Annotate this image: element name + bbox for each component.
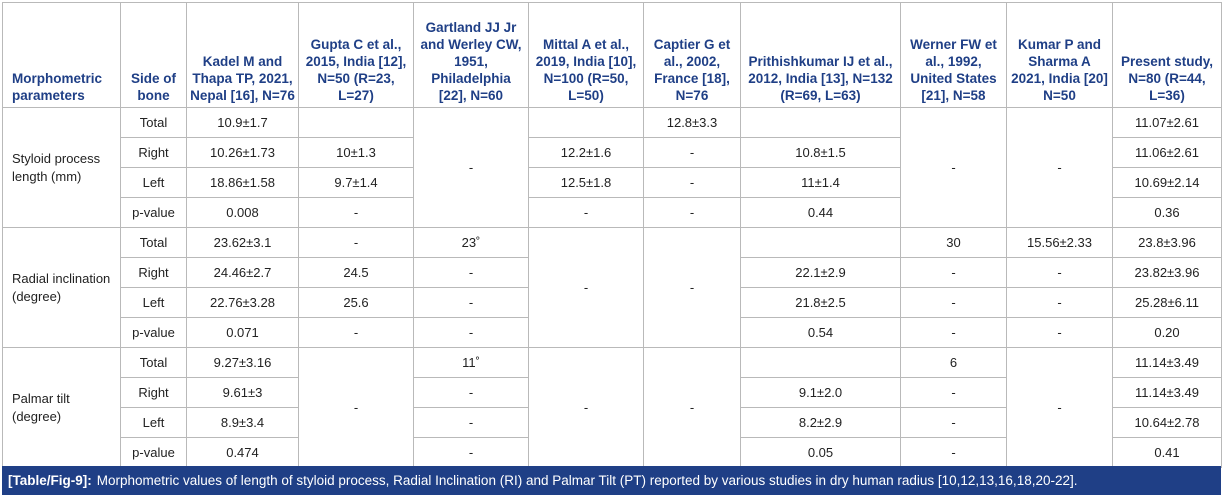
gupta-cell: 10±1.3 xyxy=(299,138,414,168)
prith-cell: 8.2±2.9 xyxy=(741,408,901,438)
gupta-cell: - xyxy=(299,348,414,468)
mittal-cell: - xyxy=(529,198,644,228)
gupta-cell xyxy=(299,108,414,138)
present-cell: 0.36 xyxy=(1113,198,1222,228)
header-captier: Captier G et al., 2002, France [18], N=76 xyxy=(644,3,741,108)
werner-cell: - xyxy=(901,438,1007,468)
prith-cell: 0.05 xyxy=(741,438,901,468)
kadel-cell: 0.008 xyxy=(187,198,299,228)
gupta-cell: 24.5 xyxy=(299,258,414,288)
werner-cell: - xyxy=(901,378,1007,408)
werner-cell: 6 xyxy=(901,348,1007,378)
header-kadel: Kadel M and Thapa TP, 2021, Nepal [16], N=76 xyxy=(187,3,299,108)
kadel-cell: 10.9±1.7 xyxy=(187,108,299,138)
captier-cell: - xyxy=(644,198,741,228)
captier-cell: - xyxy=(644,168,741,198)
gartland-cell: - xyxy=(414,288,529,318)
mittal-cell: 12.2±1.6 xyxy=(529,138,644,168)
mittal-cell: - xyxy=(529,348,644,468)
prith-cell: 0.54 xyxy=(741,318,901,348)
gupta-cell: - xyxy=(299,198,414,228)
side-cell: p-value xyxy=(121,438,187,468)
kadel-cell: 23.62±3.1 xyxy=(187,228,299,258)
gartland-cell: - xyxy=(414,108,529,228)
werner-cell: - xyxy=(901,108,1007,228)
morphometric-table xyxy=(2,2,1222,468)
werner-cell: - xyxy=(901,408,1007,438)
present-cell: 11.06±2.61 xyxy=(1113,138,1222,168)
captier-cell: - xyxy=(644,228,741,348)
kadel-cell: 0.474 xyxy=(187,438,299,468)
gartland-cell: - xyxy=(414,408,529,438)
gartland-cell: - xyxy=(414,438,529,468)
gupta-cell: - xyxy=(299,318,414,348)
prith-cell: 10.8±1.5 xyxy=(741,138,901,168)
present-cell: 23.82±3.96 xyxy=(1113,258,1222,288)
header-gartland: Gartland JJ Jr and Werley CW, 1951, Philadelphia [22], N=60 xyxy=(414,3,529,108)
header-gupta: Gupta C et al., 2015, India [12], N=50 (R=23, L=27) xyxy=(299,3,414,108)
side-cell: Left xyxy=(121,408,187,438)
gupta-cell: 25.6 xyxy=(299,288,414,318)
header-werner: Werner FW et al., 1992, United States [21], N=58 xyxy=(901,3,1007,108)
table-row xyxy=(3,348,1222,378)
side-cell: Left xyxy=(121,168,187,198)
header-side: Side of bone xyxy=(121,3,187,108)
gartland-cell: - xyxy=(414,258,529,288)
present-cell: 11.14±3.49 xyxy=(1113,378,1222,408)
kadel-cell: 9.61±3 xyxy=(187,378,299,408)
param-styloid: Styloid process length (mm) xyxy=(3,108,121,228)
present-cell: 0.20 xyxy=(1113,318,1222,348)
prith-cell: 22.1±2.9 xyxy=(741,258,901,288)
mittal-cell: - xyxy=(529,228,644,348)
present-cell: 23.8±3.96 xyxy=(1113,228,1222,258)
prith-cell: 11±1.4 xyxy=(741,168,901,198)
gartland-cell: 11˚ xyxy=(414,348,529,378)
table-caption xyxy=(2,466,1221,495)
present-cell: 0.41 xyxy=(1113,438,1222,468)
present-cell: 11.14±3.49 xyxy=(1113,348,1222,378)
mittal-cell xyxy=(529,108,644,138)
param-palmar: Palmar tilt (degree) xyxy=(3,348,121,468)
present-cell: 10.64±2.78 xyxy=(1113,408,1222,438)
caption-tag: [Table/Fig-9]: xyxy=(8,473,92,488)
prith-cell xyxy=(741,108,901,138)
prith-cell xyxy=(741,348,901,378)
header-present: Present study, N=80 (R=44, L=36) xyxy=(1113,3,1222,108)
header-row xyxy=(3,3,1222,108)
side-cell: Total xyxy=(121,228,187,258)
kadel-cell: 22.76±3.28 xyxy=(187,288,299,318)
werner-cell: - xyxy=(901,258,1007,288)
gupta-cell: 9.7±1.4 xyxy=(299,168,414,198)
prith-cell: 0.44 xyxy=(741,198,901,228)
captier-cell: 12.8±3.3 xyxy=(644,108,741,138)
kadel-cell: 0.071 xyxy=(187,318,299,348)
prith-cell: 9.1±2.0 xyxy=(741,378,901,408)
side-cell: p-value xyxy=(121,318,187,348)
table-row xyxy=(3,108,1222,138)
header-prith: Prithishkumar IJ et al., 2012, India [13], N=132 (R=69, L=63) xyxy=(741,3,901,108)
side-cell: Right xyxy=(121,258,187,288)
captier-cell: - xyxy=(644,138,741,168)
side-cell: Total xyxy=(121,108,187,138)
present-cell: 25.28±6.11 xyxy=(1113,288,1222,318)
side-cell: Left xyxy=(121,288,187,318)
werner-cell: - xyxy=(901,318,1007,348)
side-cell: p-value xyxy=(121,198,187,228)
kumar-cell: 15.56±2.33 xyxy=(1007,228,1113,258)
prith-cell: 21.8±2.5 xyxy=(741,288,901,318)
captier-cell: - xyxy=(644,348,741,468)
kadel-cell: 18.86±1.58 xyxy=(187,168,299,198)
gartland-cell: - xyxy=(414,378,529,408)
kadel-cell: 10.26±1.73 xyxy=(187,138,299,168)
kadel-cell: 8.9±3.4 xyxy=(187,408,299,438)
gartland-cell: 23˚ xyxy=(414,228,529,258)
kumar-cell: - xyxy=(1007,108,1113,228)
werner-cell: - xyxy=(901,288,1007,318)
table-row xyxy=(3,228,1222,258)
kumar-cell: - xyxy=(1007,288,1113,318)
present-cell: 11.07±2.61 xyxy=(1113,108,1222,138)
kadel-cell: 24.46±2.7 xyxy=(187,258,299,288)
param-radial: Radial inclination (degree) xyxy=(3,228,121,348)
side-cell: Right xyxy=(121,138,187,168)
gupta-cell: - xyxy=(299,228,414,258)
mittal-cell: 12.5±1.8 xyxy=(529,168,644,198)
caption-text: Morphometric values of length of styloid process, Radial Inclination (RI) and Palmar Tilt (PT) reported by various studies in dry human radius [10,12,13,16,18,20-22]. xyxy=(96,473,1078,488)
header-param: Morphometric parameters xyxy=(3,3,121,108)
kumar-cell: - xyxy=(1007,318,1113,348)
side-cell: Right xyxy=(121,378,187,408)
kumar-cell: - xyxy=(1007,348,1113,468)
prith-cell xyxy=(741,228,901,258)
header-kumar: Kumar P and Sharma A 2021, India [20] N=50 xyxy=(1007,3,1113,108)
header-mittal: Mittal A et al., 2019, India [10], N=100 (R=50, L=50) xyxy=(529,3,644,108)
side-cell: Total xyxy=(121,348,187,378)
kumar-cell: - xyxy=(1007,258,1113,288)
present-cell: 10.69±2.14 xyxy=(1113,168,1222,198)
gartland-cell: - xyxy=(414,318,529,348)
kadel-cell: 9.27±3.16 xyxy=(187,348,299,378)
werner-cell: 30 xyxy=(901,228,1007,258)
